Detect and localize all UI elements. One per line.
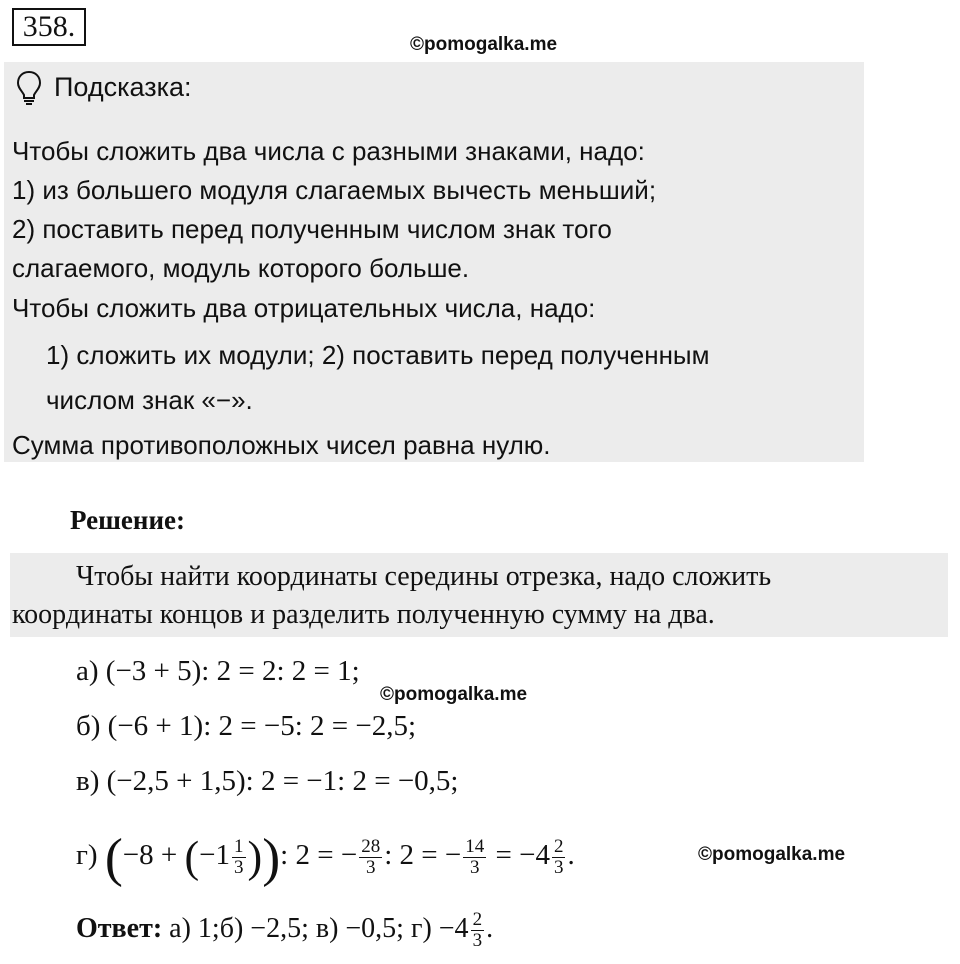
- expr-part: −1: [199, 839, 231, 871]
- fraction: [552, 837, 566, 878]
- denominator: 3: [553, 856, 564, 878]
- denominator: 3: [472, 930, 483, 951]
- expr-part: : 2 = −: [384, 839, 462, 871]
- answer: [76, 910, 493, 951]
- hint-line: слагаемого, модуль которого больше.: [12, 253, 470, 283]
- numerator: 1: [234, 835, 244, 857]
- solution-title: Решение:: [70, 505, 185, 535]
- solution-intro-line: Чтобы найти координаты середины отрезка, надо сложить: [76, 561, 772, 592]
- expr-part: : 2 = −: [280, 839, 358, 871]
- fraction: [232, 837, 246, 878]
- lightbulb-icon: [16, 70, 42, 106]
- fraction: [471, 910, 485, 951]
- solution-item-b: [76, 710, 416, 743]
- hint-line: Сумма противоположных чисел равна нулю.: [12, 430, 551, 460]
- hint-title: Подсказка:: [54, 72, 192, 102]
- close-paren: ): [247, 832, 263, 882]
- item-expression: (−3 + 5): 2 = 2: 2 = 1;: [105, 655, 360, 687]
- problem-number: 358.: [12, 8, 86, 46]
- item-expression: (−6 + 1): 2 = −5: 2 = −2,5;: [107, 710, 417, 742]
- answer-label: Ответ:: [76, 912, 163, 944]
- expr-part: .: [567, 839, 575, 871]
- numerator: 14: [465, 835, 485, 857]
- expr-part: −8 +: [122, 839, 178, 871]
- answer-end: .: [486, 912, 494, 944]
- solution-item-c: [76, 765, 458, 798]
- hint-line: Чтобы сложить два отрицательных числа, надо:: [12, 293, 596, 323]
- solution-item-d: [76, 826, 575, 888]
- hint-line: 1) из большего модуля слагаемых вычесть меньший;: [12, 175, 657, 205]
- numerator: 2: [553, 835, 564, 857]
- open-paren: (: [104, 827, 123, 888]
- numerator: 28: [361, 835, 381, 857]
- hint-line: 2) поставить перед полученным числом знак того: [12, 214, 612, 244]
- denominator: 3: [234, 856, 244, 878]
- item-label: б): [76, 710, 101, 742]
- item-label: г): [76, 839, 98, 871]
- fraction: [463, 837, 486, 878]
- numerator: 2: [472, 909, 483, 930]
- close-paren: ): [262, 827, 281, 888]
- item-label: а): [76, 655, 99, 687]
- denominator: 3: [469, 856, 480, 878]
- hint-line: Чтобы сложить два числа с разными знаками, надо:: [12, 136, 645, 166]
- watermark-middle: ©pomogalka.me: [380, 684, 528, 705]
- expr-part: = −4: [495, 839, 550, 871]
- watermark-top: ©pomogalka.me: [410, 34, 558, 55]
- solution-intro-line: координаты концов и разделить полученную сумму на два.: [12, 599, 715, 630]
- hint-line: 1) сложить их модули; 2) поставить перед полученным: [46, 340, 710, 370]
- item-label: в): [76, 765, 100, 797]
- hint-line: числом знак «−».: [46, 385, 253, 415]
- answer-text: а) 1;б) −2,5; в) −0,5; г) −4: [162, 912, 469, 944]
- item-expression: (−2,5 + 1,5): 2 = −1: 2 = −0,5;: [106, 765, 459, 797]
- solution-item-a: [76, 655, 360, 688]
- denominator: 3: [365, 856, 376, 878]
- watermark-bottom: ©pomogalka.me: [698, 844, 846, 865]
- fraction: [359, 837, 382, 878]
- open-paren: (: [184, 832, 200, 882]
